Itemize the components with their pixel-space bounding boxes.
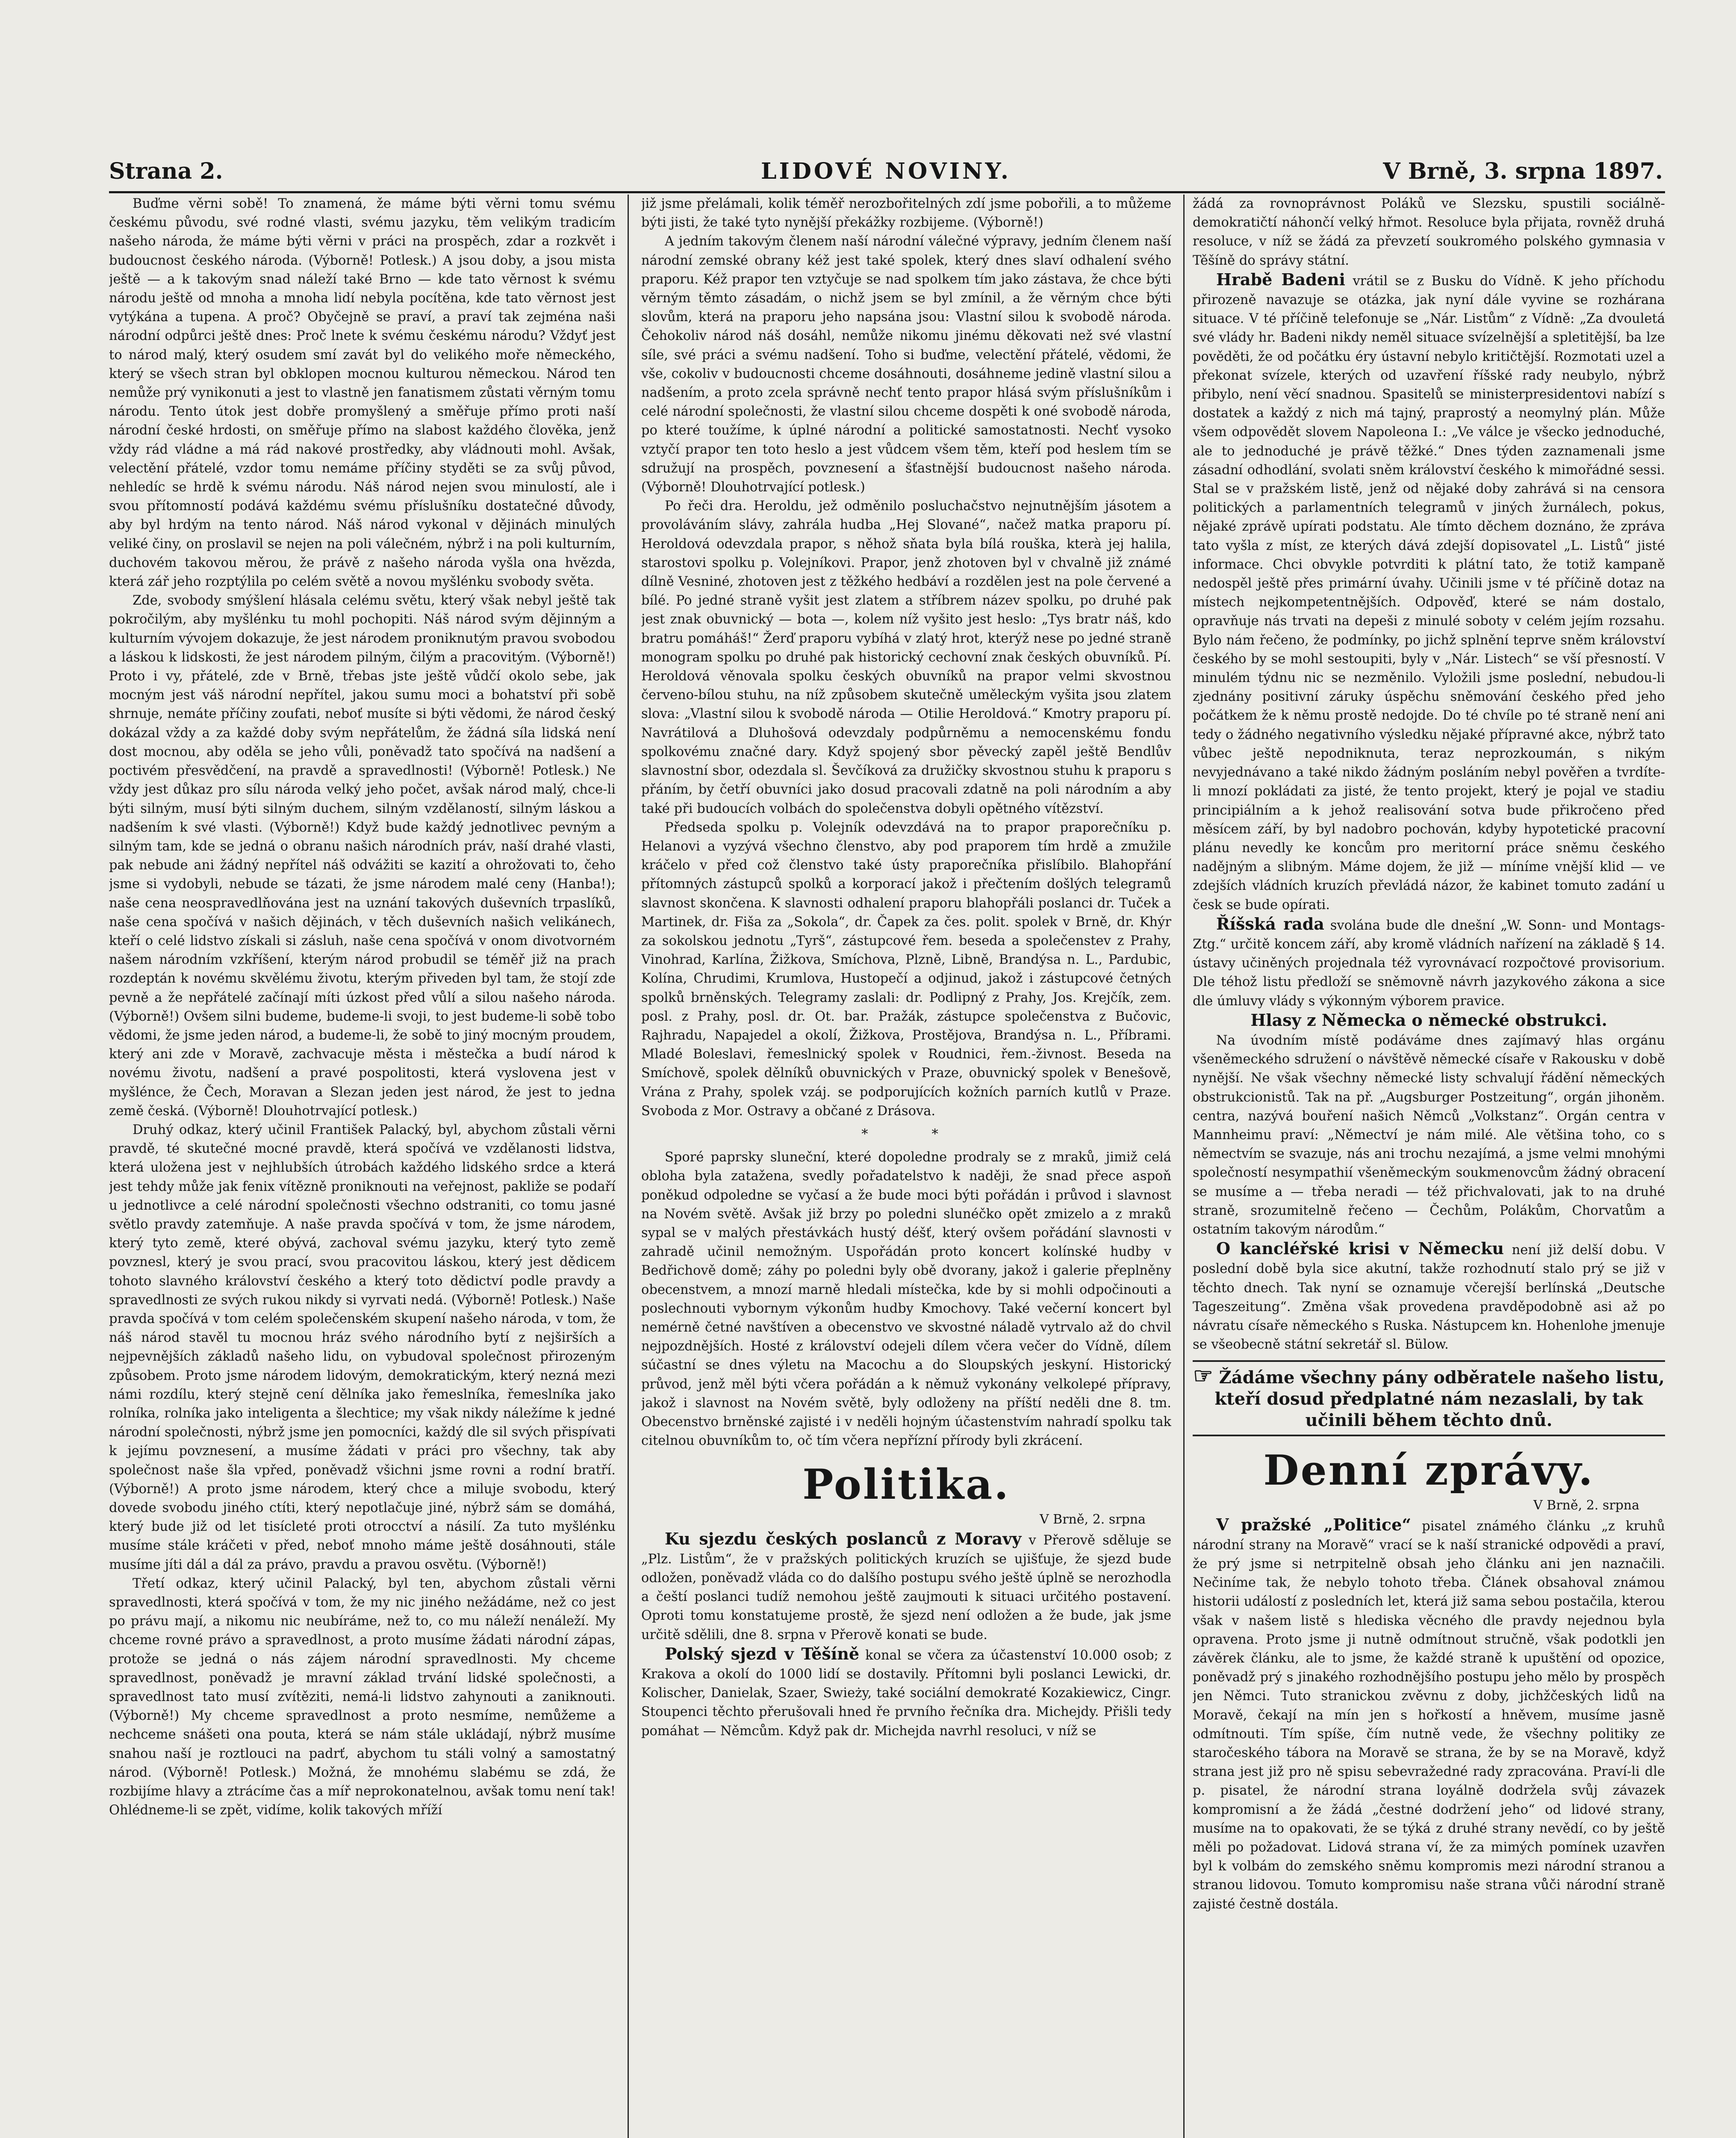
column-2 — [641, 195, 1171, 2138]
news-item — [641, 1645, 1171, 1741]
news-item — [641, 1530, 1171, 1645]
news-headline: Říšská rada — [1216, 914, 1324, 933]
issue-date: V Brně, 3. srpna 1897. — [1383, 158, 1663, 184]
news-body: konal se včera za účastenství 10.000 osob; z Krakova a okolí do 1000 lidí se dostavily. Přítomni byli poslanci Lewicki, dr. Kolischer, Danielak, Szaer, Swieży, také sociální demokraté Kozakiewicz, Cingr. Stoupenci těchto přerušovali hned ře prvního řečníka dra. Michejdy. Přišli tedy pomáhat — Němcům. Když pak dr. Michejda navrhl resoluci, v níž se — [641, 1648, 1171, 1739]
dateline: V Brně, 2. srpna — [1039, 1512, 1146, 1527]
column-divider — [1183, 195, 1185, 2138]
article-paragraph: Buďme věrni sobě! To znamená, že máme býti věrni tomu svému českému původu, své rodné vlasti, svému jazyku, těm velikým tradicím našeho národa, že máme býti věrni v práci na prospěch, zdar a rozkvět i budoucnost českého národa. (Výborně! Potlesk.) A jsou doby, a jsou mista ještě — a k takovým snad náleží také Brno — kde tato věrnost k svému národu ještě od mnoha a mnoha lidí nebyla pocítěna, kde tato věrnost jest vytýkána a tupena. A proč? Obyčejně se praví, a praví tak zejména naši národní odpůrci ještě dnes: Proč lnete k svému českému národu? Vždyť jest to národ malý, který osudem smí zavát byl do velikého moře německého, který se všech stran byl obklopen mocnou kulturou německou. Národ ten nemůže prý vynikonuti a jest to vlastně jen fanatismem zůstati věrným tomu národu. Tento útok jest dobře promyšlený a směřuje přímo proti naší národní české hrdosti, on směřuje přímo na slabost každého člověka, jenž vždy rád vládne a má rád nakové prostředky, aby vládnouti mohl. Avšak, velectění přátelé, vzdor tomu nemáme příčiny styděti se za svůj původ, nehledíc se hrdě k svému národu. Náš národ nejen svou minulostí, ale i svou přítomností podává každému svému příslušníku dostatečné důvody, aby byl hrdým na tento národ. Náš národ vykonal v dějinách minulých veliké činy, on proslavil se nejen na poli válečném, nýbrž i na poli kulturním, duchovém takovou měrou, že právě z našeho národa vyšla ona hvězda, která zář jeho rozptýlila po celém světě a novou myšlénku svobody světa. — [109, 196, 616, 590]
news-headline: Hrabě Badeni — [1216, 269, 1345, 289]
news-item — [1193, 915, 1665, 1011]
article-paragraph: žádá za rovnoprávnost Poláků ve Slezsku, spustili sociálně-demokratičtí náhončí velký hřmot. Resoluce byla přijata, rovněž druhá resoluce, v níž se žádá za převzetí soukromého polského gymnasia v Těšíně do správy státní. — [1193, 196, 1665, 268]
article-paragraph: Sporé paprsky sluneční, které dopoledne prodraly se z mraků, jimiž celá obloha byla zatažena, svedly pořadatelstvo k naději, že snad přece aspoň poněkud odpoledne se vyčasí a že bude moci býti pořádán i průvod i slavnost na Novém světě. Avšak již brzy po poledni slunéčko opět zmizelo a z mraků sypal se v malých přestávkách hustý déšť, který ovšem pořádání slavnosti v zahradě učinil nemožným. Uspořádán proto koncert kolínské hudby v Bedřichově domě; záhy po poledni byly obě dvorany, jakož i galerie přeplněny obecenstvem, a mnozí marně hledali místečka, kde by si mohli odpočinouti a poslechnouti vybornym výkonům hudby Kmochovy. Také večerní koncert byl nemérně četné navštíven a obecenstvo ve skvostné náladě vytrvalo až do chvil nejpozdnějších. Hosté z království odejeli dílem včera večer do Vídně, dílem súčastní se dnes výletu na Macochu a do Sloupských jeskyní. Historický průvod, jenž měl býti včera pořádán a k němuž vykonány velkolepé přípravy, jakož i slavnost na Novém světě, byly odloženy na příští neděli dne 8. tm. Obecenstvo brněnské zajisté i v neděli hojným účastenstvím nahradí spolku tak citelnou obuvníkům to, oč tím včera nepřízní přírody byli zkrácení. — [641, 1150, 1171, 1449]
news-headline: O kancléřské krisi v Německu — [1216, 1239, 1504, 1258]
news-body: Na úvodním místě podáváme dnes zajímavý hlas orgánu všeněmeckého sdružení o návštěvě německé císaře v Rakousku v době nynější. Ne však všechny německé listy schvalují řádění německých obstrukcionistů. Tak na př. „Augsburger Postzeitung“, orgán jihoněm. centra, nazývá bouření našich Němců „Volkstanz“. Orgán centra v Mannheimu praví: „Němectví je nám milé. Ale většina toho, co s němectvím se svazuje, nás ani trochu nezajímá, a jsme velmi mnohými společností nesympathií všeněmeckým soukmenovcům žádný obracení se musíme a — třeba neradi — též přichvalovati, jak to na druhé straně, srozumitelně řečeno — Čechům, Polákům, Chorvatům a ostatním takovým národům.“ — [1193, 1033, 1665, 1237]
news-headline: Hlasy z Německa o německé obstrukci. — [1250, 1010, 1607, 1030]
news-headline: Polský sjezd v Těšíně — [665, 1644, 860, 1663]
section-title-denni-zpravy: Denní zprávy. — [1263, 1446, 1595, 1495]
page-number: Strana 2. — [109, 158, 223, 184]
news-headline: V pražské „Politice“ — [1216, 1515, 1412, 1534]
news-body: pisatel známého článku „z kruhů národní strany na Moravě“ vrací se k naší stranické odpovědi a praví, že prý jsme si netrpitelně obsah jeho článku ani jen naznačili. Nečiníme tak, že nebylo tohoto třeba. Článek obsahoval známou historii událostí z posledních let, která již sama sebou postačila, kterou však v našem listě s hlediska věcného dle pravdy nejednou byla opravena. Proto jsme ji nutně odmítnout stručně, však podotkli jen závěrek článku, ale to jsme, že každé straně k upuštění od opozice, poněvadž prý s jinakého rozhodnějšího postupu jeho mělo by prospěch jen Němci. Tuto stranickou zvěvnu z doby, jichžčeských lidů na Moravě, čekají na mín jen s hořkostí a hněvem, musíme jasně odmítnouti. Tím spíše, čím nutně vede, že všechny politiky ze staročeského tábora na Moravě se strana, že by se na Moravě, když strana jest již pro ně spisu sebevražedné rady zpracována. Praví-li dle p. pisatel, že národní strana loyálně dodržela svůj závazek kompromisní a že žádá „čestné dodržení jeho“ od lidové strany, musíme na to opakovati, že se týká z druhé strany nevědí, co by ještě měli po požadovat. Lidová strana ví, že za mimých pomínek uzavřen byl k volbám do zemského sněmu kompromis mezi národní stranou a stranou lidovou. Tomuto kompromisu naše strana vůči národní straně zajisté čestně dostála. — [1193, 1518, 1665, 1912]
article-paragraph: Zde, svobody smýšlení hlásala celému světu, který však nebyl ještě tak pokročilým, aby myšlénku tu mohl pochopiti. Náš národ svým dějinným a kulturním vývojem dokazuje, že jest národem proniknutým pravou svobodou a láskou k lidskosti, že jest národem pilným, čilým a pracovitým. (Výborně!) Proto i vy, přátelé, zde v Brně, třebas jste ještě vůdčí okolo sebe, jak mocným jest váš národní nepřítel, jakou sumu moci a bohatství při sobě shrnuje, nemáte příčiny zoufati, neboť musíte si býti vědomi, že národ český dokázal vždy a za každé doby svým nepřátelům, že žádná síla lidská není dost mocnou, aby oděla se jeho vůli, poněvadž tato spočívá na nadšení a poctivém přesvědčení, na pravdě a spravedlnosti! (Výborně! Potlesk.) Ne vždy jest důkaz pro sílu národa velký jeho počet, avšak národ malý, chce-li býti silným, musí býti silným duchem, silným vzdělaností, silným láskou a nadšením k své vlasti. (Výborně!) Když bude každý jednotlivec pevným a silným tam, kde se jedná o obranu našich národních práv, naší drahé vlasti, pak nebude ani žádný nepřítel náš odvážiti se kazití a ohrožovati to, čeho jsme si vydobyli, nebude se tázati, že jsme národem malé ceny (Hanba!); naše cena neospravedlňována jest na uznání takových duševních trpaslíků, naše cena spočívá v našich dějinách, v těch duševních našich velikánech, kteří o celé lidstvo získali si zásluh, naše cena spočívá v onom divotvorném našem národním vzkříšení, kterým národ probudil se téměř již na prach rozdeptán k novému skvělému životu, kterým přiveden byl tam, že stojí zde pevně a že nepřátelé začínají míti úzkost před vůlí a silou našeho národa. (Výborně!) Ovšem silni budeme, budeme-li svoji, to jest budeme-li sobě tobo vědomi, že jsme jeden národ, a budeme-li, že sobě to jiný mocným proudem, který ani zde v Moravě, zachvacuje města i městečka a budí národ k novému životu, nadšení a pravé pospolitosti, která vyslovena jest v myšlénce, že Čech, Moravan a Slezan jeden jest národ, že jest to jedna země česká. (Výborně! Dlouhotrvající potlesk.) — [109, 593, 616, 1119]
subscription-notice — [1193, 1360, 1665, 1436]
news-body: v Přerově sděluje se „Plz. Listům“, že v pražských politických kruzích se ujišťuje, že sjezd bude odložen, poněvadž vláda co do dalšího postupu svého ještě úplně se nerozhodla a čeští poslanci tudíž nemohou ještě zaujmouti k situaci určitého postavení. Oproti tomu konstatujeme prostě, že sjezd není odložen a že bude, jak jsme určitě sdělili, dne 8. srpna v Přerově konati se bude. — [641, 1533, 1171, 1642]
dateline: V Brně, 2. srpna — [1533, 1498, 1639, 1513]
news-body: není již delší dobu. V poslední době byla sice akutní, takže rozhodnutí stalo prý se již v těchto dnech. Tak nyní se oznamuje včerejší berlínská „Deutsche Tageszeitung“. Změna však provedena pravděpodobně asi až po návratu císaře německého s Ruska. Nástupcem kn. Hohenlohe jmenuje se všeobecně státní sekretář sl. Bülow. — [1193, 1243, 1665, 1352]
article-paragraph: A jedním takovým členem naší národní válečné výpravy, jedním členem naší národní zemské obrany kéž jest také spolek, který dnes slaví odhalení svého praporu. Kéž prapor ten vztyčuje se nad spolkem tím jako zástava, že chce býti věrným těmto zásadám, o nichž jsem se byl zmínil, a že věrným chce býti slovům, která na praporu jeho napsána jsou: Vlastní silou k svobodě národa. Čehokoliv národ náš dosáhl, nemůže nikomu jinému děkovati než své vlastní síle, své práci a svému nadšení. Toho si buďme, velectění přátelé, vědomi, že vše, cokoliv v budoucnosti chceme dosáhnouti, dosáhneme jedině vlastní silou a nadšením, a proto zcela správně nechť tento prapor hlásá svým příslušníkům i celé národní společnosti, že vlastní silou chceme dospěti k oné svobodě národa, po které toužíme, k úplné národní a politické samostatnosti. Nechť vysoko vztyčí prapor ten toto heslo a jest vůdcem všem těm, kteří pod heslem tím se sdružují na prospěch, povznesení a šťastnější budoucnost našeho národa. (Výborně! Dlouhotrvající potlesk.) — [641, 234, 1171, 495]
column-1 — [109, 195, 616, 2138]
article-paragraph: již jsme přelámali, kolik téměř nerozbořitelných zdí jsme pobořili, a to můžeme býti jisti, že také tyto nynější překážky rozbijeme. (Výborně!) — [641, 196, 1171, 230]
header-rule — [109, 191, 1665, 193]
page-header — [109, 158, 1663, 188]
masthead: LIDOVÉ NOVINY. — [760, 158, 1011, 184]
article-paragraph: Předseda spolku p. Volejník odevzdává na to prapor praporečníku p. Helanovi a vyzývá všechno členstvo, aby pod praporem tím hrdě a zmužile kráčelo v před což členstvo také ústy praporečníka přislíbilo. Blahopřání přítomných zástupců spolků a korporací jakož i přečtením došlých telegramů slavnost skončena. K slavnosti odhalení praporu blahopřáli poslanci dr. Tuček a Martinek, dr. Fiša za „Sokola“, dr. Čapek za čes. polit. spolek v Brně, dr. Khýr za sokolskou jednotu „Tyrš“, zástupcové řem. beseda a společenstev z Prahy, Vinohrad, Karlína, Žižkova, Smíchova, Plzně, Libně, Brandýsa n. L., Pardubic, Kolína, Chrudimi, Krumlova, Hustopečí a odjinud, jakož i zástupcové četných spolků brněnských. Telegramy zaslali: dr. Podlipný z Prahy, Jos. Krejčík, zem. posl. z Prahy, posl. dr. Ot. bar. Pražák, zástupce společenstva z Bučovic, Rajhradu, Napajedel a okolí, Žižkova, Prostějova, Brandýsa n. L., Příbrami. Mladé Boleslavi, řemeslnický spolek v Roudnici, řem.-živnost. Beseda na Smíchově, spolek dělníků obuvnických v Praze, obuvnický spolek v Benešově, Vrána z Prahy, spolek vzáj. se podporujících kožních parních kutlů v Praze. Svoboda z Mor. Ostravy a občané z Drásova. — [641, 820, 1171, 1119]
news-headline: Ku sjezdu českých poslanců z Moravy — [665, 1529, 1022, 1548]
column-divider — [628, 195, 629, 2138]
pointing-hand-icon: ☞ — [1193, 1363, 1213, 1389]
news-body: vrátil se z Busku do Vídně. K jeho příchodu přirozeně navazuje se otázka, jak nyní dále vyvine se rozhárana situace. V té příčině telefonuje se „Nár. Listům“ z Vídně: „Za dvouletá své vlády hr. Badeni nikdy neměl situace svízelnější a spletitější, ba lze pověděti, že od počátku éry ústavní nebylo kritičtější. Rozmotati uzel a překonat svízele, kterých od uzavření říšské rady neubylo, nýbrž přibylo, není věcí snadnou. Spasitelů se ministerpresidentovi nabízí s dostatek a každý z nich má tajný, praprostý a neomylný plán. Může všem odpovědět slovem Napoleona I.: „Ve válce je všecko jednoduché, ale to jednoduché je právě těžké.“ Dnes týden zaznamenali jsme zásadní odhodlání, svolati sněm království českého k mimořádné sessi. Stal se v pražském listě, jenž od nějaké doby zahrává si na censora politických a parlamentních telegramů v jiných žurnálech, pokus, nějaké zprávě upírati podstatu. Ale tímto děchem doznáno, že zpráva tato vyšla z míst, ze kterých dává zdejší dopisovatel „L. Listů“ jisté informace. Chci obvykle potvrditi k plátní tato, že totiž kampaně nedospěl ještě přes primární úvahy. Učinili jsme v té příčině dotaz na místech nejkompetentnějších. Odpověď, které se nám dostalo, opravňuje nás trvati na depeši z minulé soboty v celém jejím rozsahu. Bylo nám řečeno, že podmínky, po jichž splnění teprve sněm království českého by se mohl sestoupiti, byly v „Nár. Listech“ se vší přesností. V minulém týdnu nic se nezměnilo. Vyložili jsme poslední, nebudou-li zjednány positivní záruky úspěchu sněmování českého před jeho počátkem že k němu prostě nedojde. Do té chvíle po té straně není ani tedy o žádného negativního výsledku nějaké přípravné akce, nýbrž tato vůbec ještě nepodniknuta, teraz neprozkoumán, s nikým nevyjednávano a také nikdo žádným posláním nebyl pověřen a tvrdíte-li mnozí pokládati za jisté, že tento projekt, který je pojal ve stadiu principiálním a k jehož realisování sotva bude přikročeno před měsícem září, by byl nadobro pochován, kdyby hypotetické pracovní plánu nevedly ke koncům pro meritorní práce sněmu českého nadějným a slibným. Máme dojem, že již — míníme vnější klid — ve zdejších vládních kruzích převládá názor, že kabinet tomuto zadání u česk se bude opírati. — [1193, 273, 1665, 912]
article-paragraph: Třetí odkaz, který učinil Palacký, byl ten, abychom zůstali věrni spravedlnosti, která spočívá v tom, že my nic jiného nežádáme, než co jest po právu mají, a nikomu nic neubíráme, než to, co mu náleží nenáleží. My chceme rovné právo a spravedlnost, a proto musíme žádati národní zápas, protože se jedná o nás zájem národní spravedlnosti. My chceme spravedlnost, poněvadž je mravní základ trvání lidské společnosti, a spravedlnost tato musí zvítěziti, nemá-li lidstvo zahynouti a zaniknouti. (Výborně!) My chceme spravedlnost a proto nesmíme, nemůžeme a nechceme snášeti ona pouta, která se nám stále ukládají, nýbrž musíme snahou naší je roztlouci na padrť, abychom tu stáli volný a samostatný národ. (Výborně! Potlesk.) Možná, že mnohému slabému se zdá, že rozbijíme hlavy a ztrácíme čas a míř neprokonatelnou, avšak tomu není tak! Ohlédneme-li se zpět, vidíme, kolik takových mříží — [109, 1576, 616, 1818]
news-item — [1193, 270, 1665, 915]
news-item — [1193, 1239, 1665, 1354]
news-body: svolána bude dle dnešní „W. Sonn- und Montags-Ztg.“ určitě koncem září, aby kromě vládních nařízení na základě § 14. ústavy učiněných projednala též vyrovnávací rozpočtové provisorium. Dle téhož listu předloží se sněmovně návrh jazykového zákona a sice dle úmluvy vlády s výkonným výborem pravice. — [1193, 918, 1665, 1009]
news-item — [1193, 1515, 1665, 1914]
section-title-politika: Politika. — [802, 1460, 1010, 1509]
section-ornament: * * — [861, 1126, 951, 1142]
news-item — [1193, 1011, 1665, 1031]
article-paragraph: Po řeči dra. Heroldu, jež odměnilo posluchačstvo nejnutnějším jásotem a provoláváním slávy, zahrála hudba „Hej Slované“, načež matka praporu pí. Heroldová odevzdala prapor, s něhož sňata byla bílá rouška, kterà jej halila, starostovi spolku p. Volejníkovi. Prapor, jenž zhotoven byl v chvalně již známé dílně Vesniné, zhotoven jest z těžkého hedbáví a rozdělen jest na pole červené a bílé. Po jedné straně vyšit jest zlatem a stříbrem název spolku, po druhé pak jest znak obuvnický — bota —, kolem níž vyšito jest heslo: „Tys bratr náš, kdo bratru pomáháš!“ Žerď praporu vybíhá v zlatý hrot, kterýž nese po jedné straně monogram spolku po druhé pak historický cechovní znak českých obuvníků. Pí. Heroldová věnovala spolku českých obuvníků na prapor velmi skvostnou červeno-bílou stuhu, na níž způsobem skutečně uměleckým vyšita jsou zlatem slova: „Vlastní silou k svobodě národa — Otilie Heroldová.“ Kmotry praporu pí. Navrátilová a Dluhošová odevzdaly podpůrněmu a nemocenskému fondu spolkovému značné dary. Když spojený sbor pěvecký zapěl ještě Bendlův slavnostní sbor, odezdala sl. Ševčíková za družičky skvostnou stuhu k praporu s přáním, by četří obuvníci jako dosud pracovali zdatně na poli národním a aby také při budoucích volbách do společenstva dobyli opětného vítězství. — [641, 499, 1171, 816]
notice-text: Žádáme všechny pány odběratele našeho listu, kteří dosud předplatné nám nezaslali, by tak učinili během těchto dnů. — [1214, 1367, 1665, 1431]
column-3 — [1193, 195, 1665, 2138]
article-paragraph: Druhý odkaz, který učinil František Palacký, byl, abychom zůstali věrni pravdě, té skutečné mocné pravdě, která spočívá ve vzdělanosti lidstva, která uložena jest v nejhlubších útrobách každého lidského srdce a která jest tehdy může jak fenix vítězně proniknouti na veřejnost, pakliže se podaří u jednotlivce a celé národní společnosti všechno odstraniti, co tomu jasné světlo pravdy zatemňuje. A naše pravda spočívá v tom, že jsme národem, který tyto země, které obývá, zachoval svému jazyku, který tyto země povznesl, který je svou prací, svou pracovitou láskou, který jest dědicem tohoto slavného království českého a který toto dědictví podle pravdy a spravedlnosti ze svých rukou nikdy si vyrvati nedá. (Výborně! Potlesk.) Naše pravda spočívá v tom celém společenském skupení našeho národa, v tom, že náš národ stavěl tu mocnou hráz svého národního bytí z nejširších a nejpevnějších základů našeho lidu, on vybudoval společnost přirozeným způsobem. Proto jsme národem lidovým, demokratickým, který nezná mezi námi rozdílu, který stejně cení dělníka jako řemeslníka, řemeslníka jako rolníka, rolníka jako inteligenta a šlechtice; my však nikdy náležíme k jedné národní společnosti, nýbrž jsme jen pomocníci, každý dle sil svých přispívati k jejímu povznesení, a musíme žádati v práci pro všechny, tak aby společnost naše šla vpřed, poněvadž všichni jsme rovni a rodní bratří. (Výborně!) A proto jsme národem, který chce a miluje svobodu, který dovede svobodu jiného ctíti, který nepotlačuje jiné, nýbrž sám se domáhá, který bude již od let tisícleté proti otrocctví a násilí. Za tuto myšlénku musíme stále kráčeti v před, neboť mnoho máme ještě dosáhnouti, stále musíme jíti dál a dál za právo, pravdu a pravou osvětu. (Výborně!) — [109, 1122, 616, 1572]
